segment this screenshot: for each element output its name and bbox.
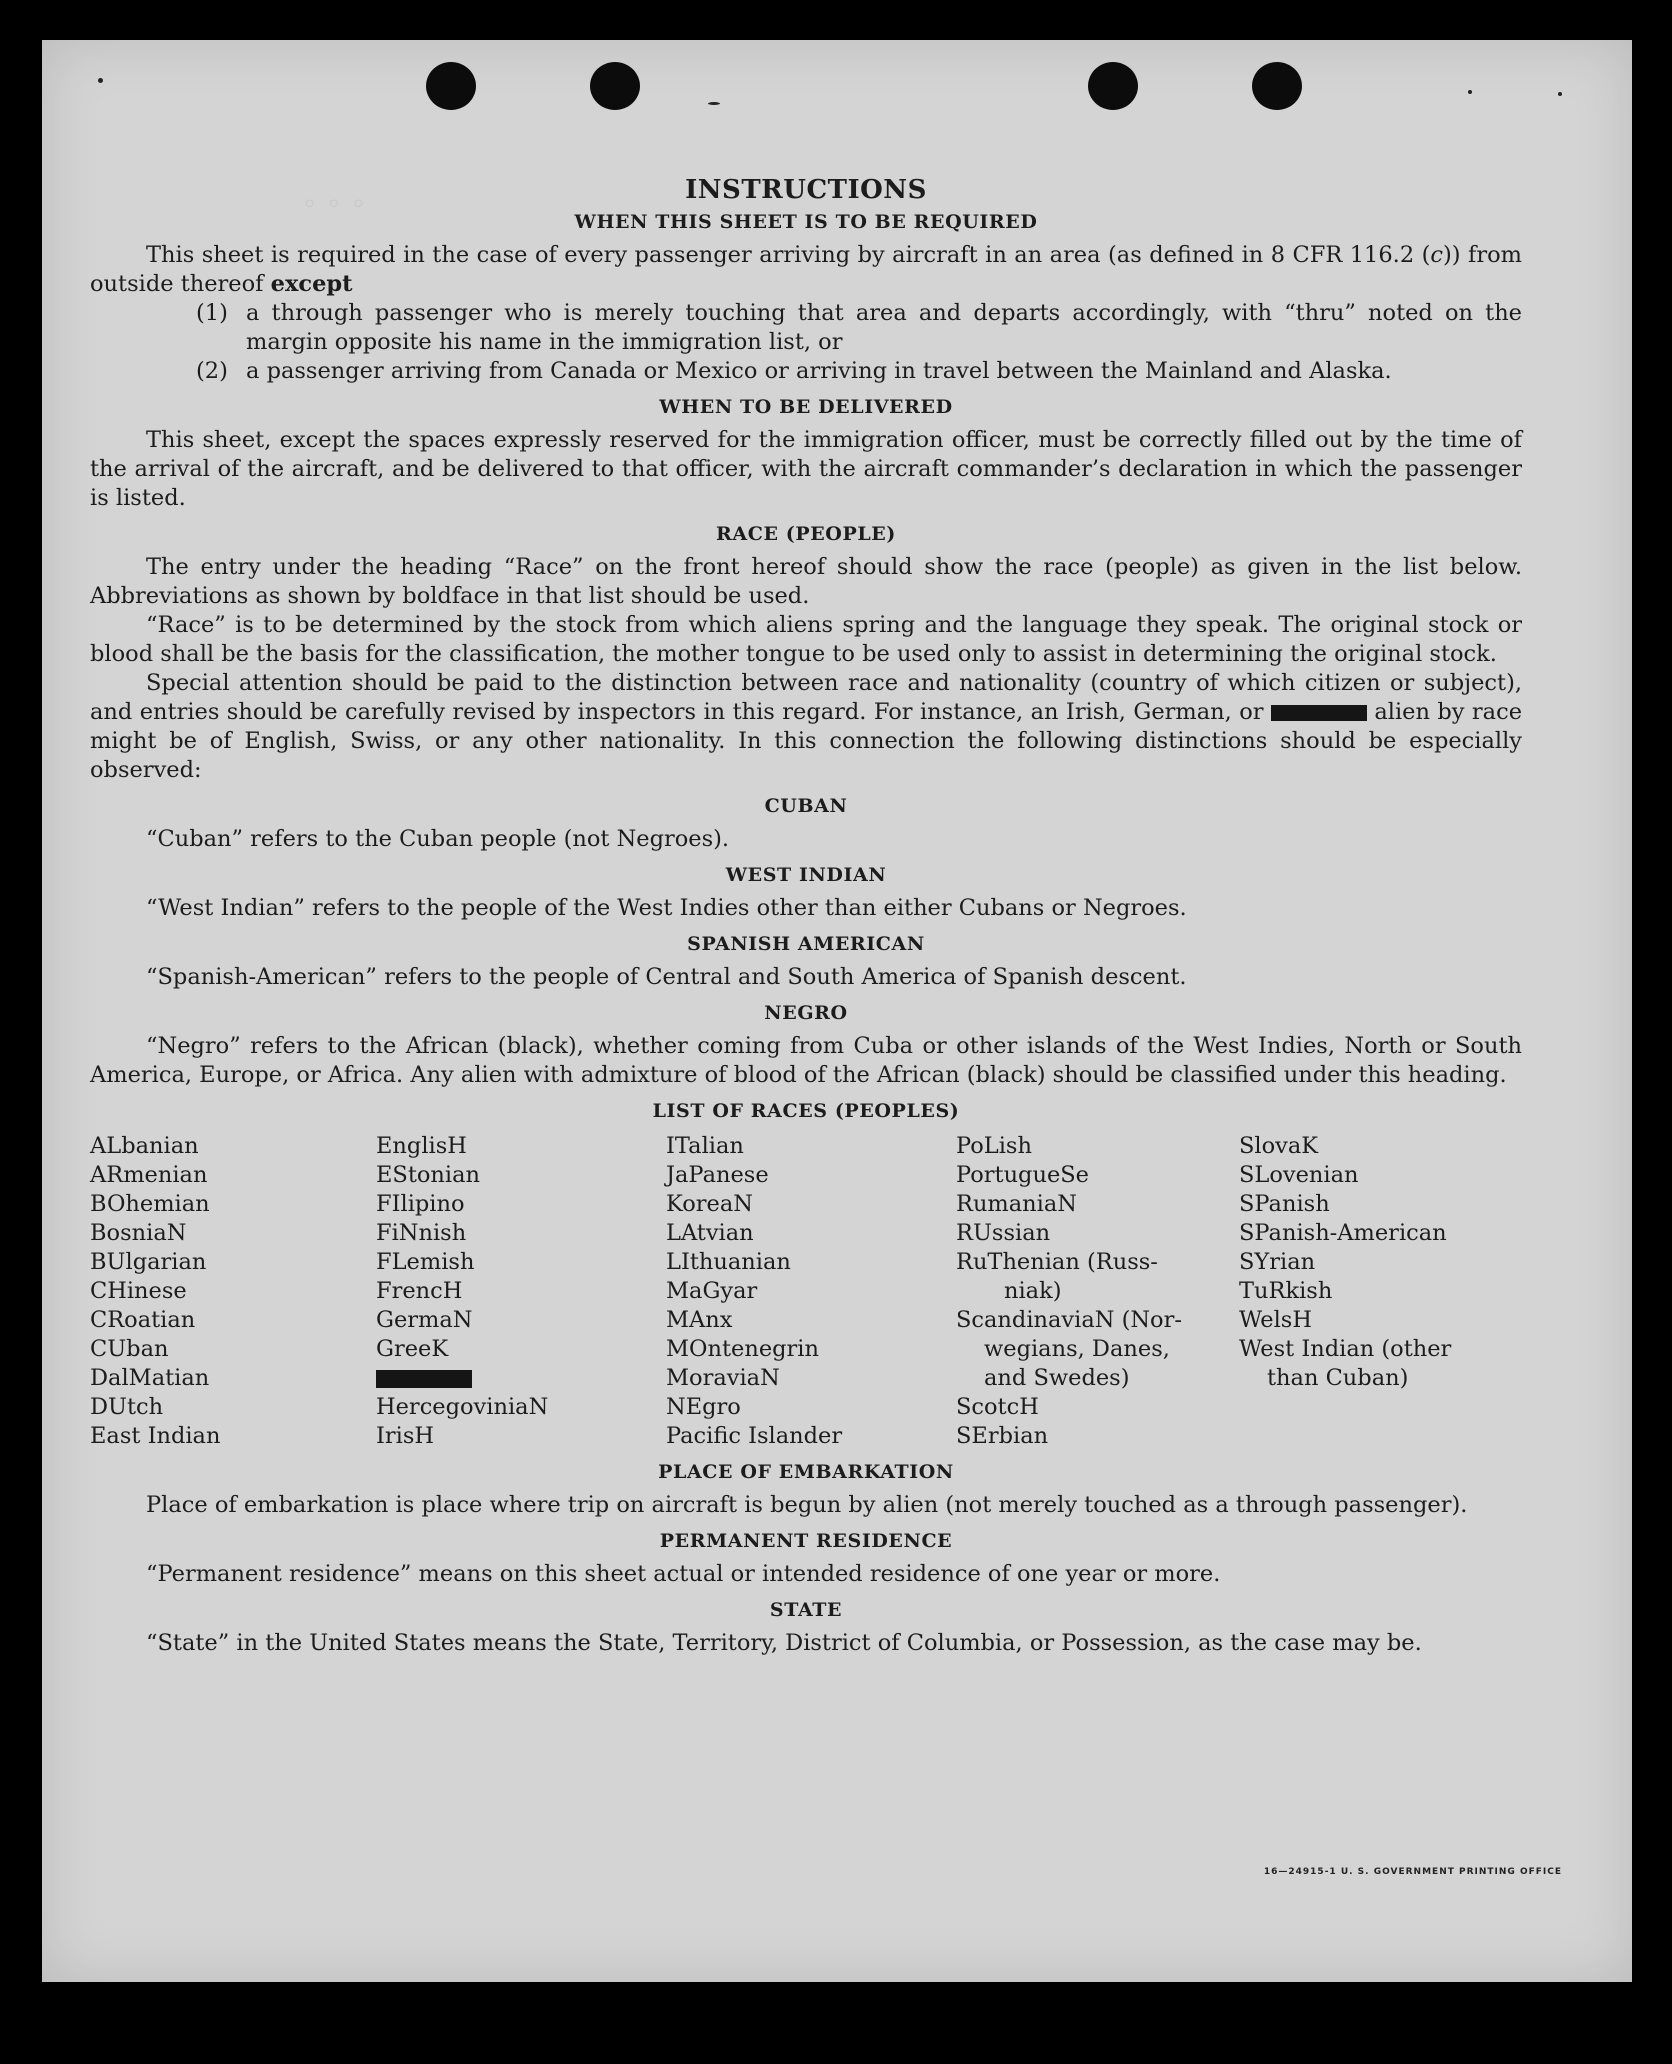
race-entry: SLovenian: [1239, 1162, 1359, 1188]
delivery-text: This sheet, except the spaces expressly reserved for the immigration officer, must be correctly filled out by the time of the arrival of the aircraft, and be delivered to that officer, with the aircraft commander’s declaration in which the passenger is listed.: [90, 427, 1522, 511]
exception-item: [90, 357, 1522, 386]
race-entry: GermaN: [376, 1307, 473, 1333]
race-entry: SPanish: [1239, 1191, 1330, 1217]
race-paragraph-3b: alien by race might be of English, Swiss, or any other nationality. In this connection the following distinctions should be especially observed:: [90, 699, 1523, 783]
exception-text: a through passenger who is merely touching that area and departs accordingly, with “thru” noted on the margin opposite his name in the immigration list, or: [246, 300, 1522, 355]
section-heading-embarkation: PLACE OF EMBARKATION: [658, 1461, 954, 1483]
speck: [708, 102, 720, 105]
race-column: [1239, 1132, 1522, 1451]
race-entry: Pacific Islander: [666, 1423, 843, 1449]
race-paragraph-3a: Special attention should be paid to the distinction between race and nationality (country of which citizen or subject), and entries should be carefully revised by inspectors in this regard. For instance, an Irish, German, or: [90, 670, 1522, 725]
race-entry: EStonian: [376, 1162, 481, 1188]
cuban-text: “Cuban” refers to the Cuban people (not Negroes).: [146, 826, 730, 852]
race-entry: TuRkish: [1239, 1278, 1333, 1304]
section-heading-west-indian: WEST INDIAN: [725, 864, 887, 886]
residence-text: “Permanent residence” means on this sheet actual or intended residence of one year or more.: [146, 1561, 1221, 1587]
section-heading-cuban: CUBAN: [764, 795, 848, 817]
race-column: [956, 1132, 1239, 1451]
race-entry: FLemish: [376, 1249, 475, 1275]
race-entry: HercegoviniaN: [376, 1394, 549, 1420]
punch-hole: [1088, 62, 1138, 110]
race-entry: CRoatian: [90, 1307, 196, 1333]
race-entry: MAnx: [666, 1307, 733, 1333]
section-heading-race: RACE (PEOPLE): [716, 523, 896, 545]
intro-text-b: )) from outside thereof: [90, 242, 1522, 297]
printer-footer: 16—24915-1 U. S. GOVERNMENT PRINTING OFFICE: [1263, 1867, 1562, 1877]
section-heading-list-of-races: LIST OF RACES (PEOPLES): [652, 1100, 960, 1122]
race-paragraph-1: The entry under the heading “Race” on the front hereof should show the race (people) as given in the list below. Abbreviations as shown by boldface in that list should be used.: [90, 554, 1522, 609]
race-entry: ALbanian: [90, 1133, 199, 1159]
when-required-intro: [90, 241, 1522, 299]
race-entry: JaPanese: [666, 1162, 769, 1188]
state-text: “State” in the United States means the State, Territory, District of Columbia, or Possession, as the case may be.: [146, 1630, 1422, 1656]
race-entry: LAtvian: [666, 1220, 754, 1246]
section-heading-when-required: WHEN THIS SHEET IS TO BE REQUIRED: [574, 211, 1038, 233]
race-entry: RUssian: [956, 1220, 1051, 1246]
race-entry: FiNnish: [376, 1220, 467, 1246]
race-entry: ScotcH: [956, 1394, 1039, 1420]
race-entry: BOhemian: [90, 1191, 210, 1217]
embarkation-text: Place of embarkation is place where trip on aircraft is begun by alien (not merely touched as a through passenger).: [146, 1492, 1468, 1518]
punch-hole: [426, 62, 476, 110]
race-entry: DUtch: [90, 1394, 164, 1420]
race-entry: PoLish: [956, 1133, 1032, 1159]
redaction-mark: [1271, 705, 1367, 721]
intro-text-c: c: [1430, 242, 1443, 268]
punch-hole: [590, 62, 640, 110]
race-entry: ARmenian: [90, 1162, 208, 1188]
exception-number: (2): [196, 358, 228, 384]
race-entry: WelsH: [1239, 1307, 1312, 1333]
race-entry: SPanish-American: [1239, 1220, 1447, 1246]
race-entry: SErbian: [956, 1423, 1049, 1449]
race-entry: EnglisH: [376, 1133, 467, 1159]
race-entry: LIthuanian: [666, 1249, 791, 1275]
race-entry: RuThenian (Russ-: [956, 1249, 1158, 1275]
race-entry: KoreaN: [666, 1191, 753, 1217]
intro-text-a: This sheet is required in the case of every passenger arriving by aircraft in an area (as defined in 8 CFR 116.2 (: [146, 242, 1431, 268]
race-entry: FIlipino: [376, 1191, 465, 1217]
section-heading-spanish-american: SPANISH AMERICAN: [687, 933, 925, 955]
speck: [1468, 90, 1472, 94]
race-column: [376, 1132, 666, 1451]
race-entry: MOntenegrin: [666, 1336, 819, 1362]
document-sheet: [42, 40, 1632, 1982]
section-heading-state: STATE: [769, 1599, 843, 1621]
race-entry: ScandinaviaN (Nor-: [956, 1307, 1182, 1333]
race-entry: East Indian: [90, 1423, 221, 1449]
race-entry: BUlgarian: [90, 1249, 207, 1275]
race-entry: MoraviaN: [666, 1365, 780, 1391]
race-entry: wegians, Danes,: [984, 1336, 1170, 1362]
section-heading-negro: NEGRO: [764, 1002, 848, 1024]
west-indian-text: “West Indian” refers to the people of the West Indies other than either Cubans or Negroes.: [146, 895, 1187, 921]
race-entry: CHinese: [90, 1278, 187, 1304]
race-entry: PortugueSe: [956, 1162, 1090, 1188]
speck: [98, 78, 103, 83]
race-entry: IrisH: [376, 1423, 435, 1449]
race-column: [666, 1132, 956, 1451]
punch-hole: [1252, 62, 1302, 110]
race-entry: CUban: [90, 1336, 169, 1362]
race-list: [90, 1132, 1522, 1451]
redaction-mark: [376, 1370, 472, 1388]
spanish-american-text: “Spanish-American” refers to the people of Central and South America of Spanish descent.: [146, 964, 1187, 990]
race-paragraph-3: [90, 669, 1522, 785]
race-entry: ITalian: [666, 1133, 744, 1159]
speck: [1558, 92, 1562, 96]
exception-text: a passenger arriving from Canada or Mexico or arriving in travel between the Mainland and Alaska.: [246, 358, 1392, 384]
race-entry: DalMatian: [90, 1365, 210, 1391]
negro-text: “Negro” refers to the African (black), whether coming from Cuba or other islands of the West Indies, North or South America, Europe, or Africa. Any alien with admixture of blood of the African (black) should be classified under this heading.: [90, 1033, 1522, 1088]
race-entry: West Indian (other: [1239, 1336, 1452, 1362]
race-entry: FrencH: [376, 1278, 463, 1304]
race-column: [90, 1132, 376, 1451]
intro-except: except: [270, 271, 353, 297]
race-entry: MaGyar: [666, 1278, 758, 1304]
race-entry: SYrian: [1239, 1249, 1316, 1275]
race-entry-redacted: [376, 1364, 666, 1393]
race-entry: GreeK: [376, 1336, 449, 1362]
exception-item: [90, 299, 1522, 357]
bleed-through: ◦ ◦ ◦: [302, 190, 367, 220]
exception-number: (1): [196, 300, 228, 326]
instructions-body: [90, 175, 1522, 1658]
race-entry: BosniaN: [90, 1220, 187, 1246]
page-title: INSTRUCTIONS: [685, 175, 927, 205]
race-entry: niak): [1004, 1278, 1062, 1304]
race-entry: and Swedes): [984, 1365, 1130, 1391]
race-entry: than Cuban): [1267, 1365, 1409, 1391]
race-entry: SlovaK: [1239, 1133, 1319, 1159]
section-heading-residence: PERMANENT RESIDENCE: [659, 1530, 953, 1552]
section-heading-delivery: WHEN TO BE DELIVERED: [659, 396, 953, 418]
race-entry: NEgro: [666, 1394, 741, 1420]
race-paragraph-2: “Race” is to be determined by the stock from which aliens spring and the language they speak. The original stock or blood shall be the basis for the classification, the mother tongue to be used only to assist in determining the original stock.: [90, 612, 1522, 667]
race-entry: RumaniaN: [956, 1191, 1077, 1217]
